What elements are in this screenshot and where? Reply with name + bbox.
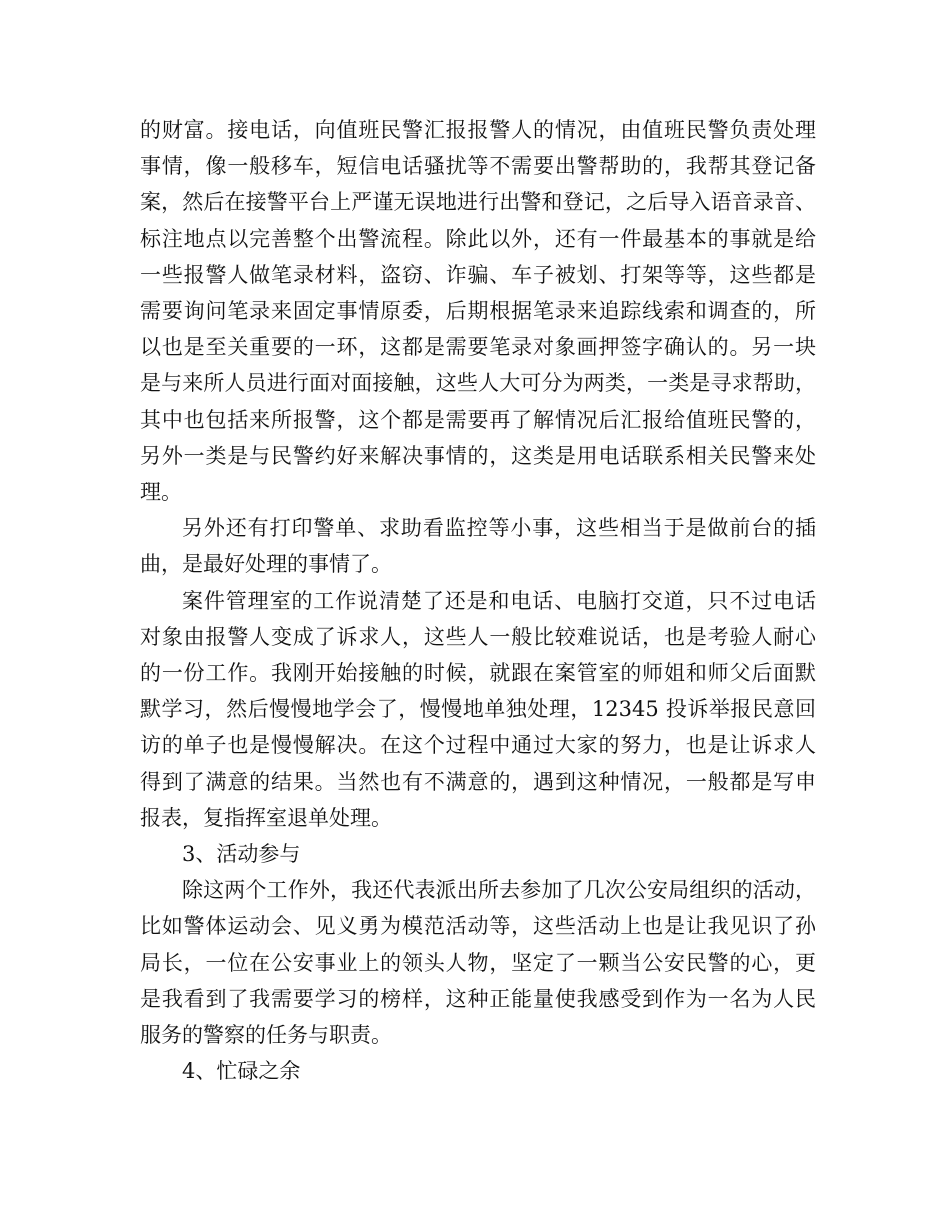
section-heading-spare-time: 4、忙碌之余 (182, 1059, 301, 1084)
text-line: 服务的警察的任务与职责。 (140, 1023, 392, 1048)
text-line: 案，然后在接警平台上严谨无误地进行出警和登记，之后导入语音录音、 (140, 190, 816, 215)
text-line: 报表，复指挥室退单处理。 (140, 805, 392, 830)
text-line: 标注地点以完善整个出警流程。除此以外，还有一件最基本的事就是给 (140, 226, 816, 251)
text-line: 以也是至关重要的一环，这都是需要笔录对象画押签字确认的。另一块 (140, 335, 816, 360)
paragraph-duty-room (140, 112, 816, 510)
text-line: 默学习，然后慢慢地学会了，慢慢地单独处理，12345 投诉举报民意回 (140, 697, 816, 722)
text-line: 是与来所人员进行面对面接触，这些人大可分为两类，一类是寻求帮助， (140, 371, 816, 396)
text-line: 的财富。接电话，向值班民警汇报报警人的情况，由值班民警负责处理 (140, 118, 816, 142)
text-line: 另外一类是与民警约好来解决事情的，这类是用电话联系相关民警来处 (140, 443, 816, 468)
paragraph-activities (140, 872, 816, 1053)
text-line: 的一份工作。我刚开始接触的时候，就跟在案管室的师姐和师父后面默 (140, 661, 816, 686)
text-line: 对象由报警人变成了诉求人，这些人一般比较难说话，也是考验人耐心 (140, 624, 816, 649)
section-heading-activities: 3、活动参与 (182, 842, 301, 867)
text-line: 理。 (140, 480, 182, 505)
text-line: 需要询问笔录来固定事情原委，后期根据笔录来追踪线索和调查的，所 (140, 299, 816, 324)
text-line: 局长，一位在公安事业上的领头人物，坚定了一颗当公安民警的心，更 (140, 950, 816, 975)
text-line: 一些报警人做笔录材料，盗窃、诈骗、车子被划、打架等等，这些都是 (140, 262, 816, 287)
document-body (140, 112, 816, 1089)
text-line: 比如警体运动会、见义勇为模范活动等，这些活动上也是让我见识了孙 (140, 914, 816, 939)
paragraph-front-desk (140, 510, 816, 582)
text-line: 曲，是最好处理的事情了。 (140, 552, 392, 577)
text-line: 除这两个工作外，我还代表派出所去参加了几次公安局组织的活动， (182, 878, 816, 903)
text-line: 事情，像一般移车，短信电话骚扰等不需要出警帮助的，我帮其登记备 (140, 154, 816, 179)
text-line: 另外还有打印警单、求助看监控等小事，这些相当于是做前台的插 (182, 516, 816, 541)
text-line: 案件管理室的工作说清楚了还是和电话、电脑打交道，只不过电话 (182, 588, 816, 613)
text-line: 访的单子也是慢慢解决。在这个过程中通过大家的努力，也是让诉求人 (140, 733, 816, 758)
text-line: 得到了满意的结果。当然也有不满意的，遇到这种情况，一般都是写申 (140, 769, 816, 794)
text-line: 其中也包括来所报警，这个都是需要再了解情况后汇报给值班民警的， (140, 407, 816, 432)
text-line: 是我看到了我需要学习的榜样，这种正能量使我感受到作为一名为人民 (140, 986, 816, 1011)
paragraph-case-management (140, 583, 816, 836)
